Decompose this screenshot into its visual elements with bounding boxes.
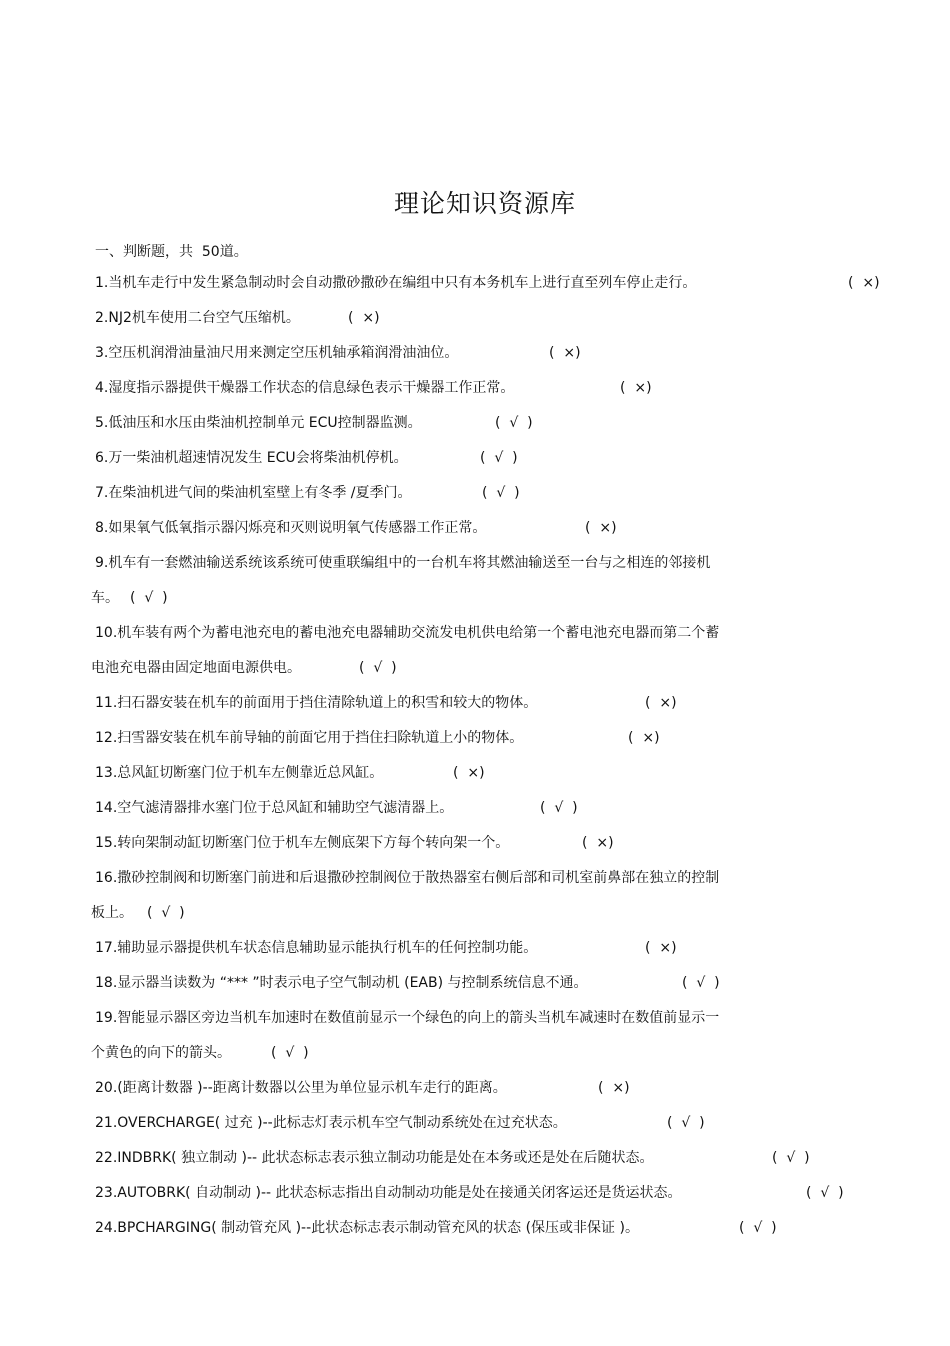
question-text: 16.撒砂控制阀和切断塞门前进和后退撒砂控制阀位于散热器室右侧后部和司机室前鼻部在独立的控制: [95, 870, 720, 886]
question-item: [95, 791, 810, 826]
question-text: 9.机车有一套燃油输送系统该系统可使重联编组中的一台机车将其燃油输送至一台与之相连的邻接机: [95, 555, 711, 571]
question-item: [95, 301, 810, 336]
section-heading: 一、判断题，共 50道。: [95, 244, 248, 260]
question-item: [95, 406, 810, 441]
answer-mark: ( ×): [348, 310, 380, 326]
question-item: [91, 546, 810, 616]
question-text: 3.空压机润滑油量油尺用来测定空压机轴承箱润滑油油位。: [95, 345, 459, 361]
answer-mark: ( √ ): [772, 1150, 810, 1166]
question-item: [95, 371, 810, 406]
page-title: 理论知识资源库: [393, 189, 576, 218]
answer-mark: ( ×): [620, 380, 652, 396]
question-text: 11.扫石器安装在机车的前面用于挡住清除轨道上的积雪和较大的物体。: [95, 695, 538, 711]
question-item: [95, 721, 810, 756]
question-text: 4.湿度指示器提供干燥器工作状态的信息绿色表示干燥器工作正常。: [95, 380, 515, 396]
answer-mark: ( √ ): [495, 415, 533, 431]
answer-mark: ( √ ): [482, 485, 520, 501]
answer-mark: ( √ ): [806, 1185, 844, 1201]
question-item: [95, 826, 810, 861]
answer-mark: ( √ ): [682, 975, 720, 991]
question-item: [91, 861, 810, 931]
question-item: [95, 1141, 810, 1176]
question-text: 1.当机车走行中发生紧急制动时会自动撒砂撒砂在编组中只有本务机车上进行直至列车停止走行。: [95, 275, 697, 291]
question-item: [95, 441, 810, 476]
question-text: 15.转向架制动缸切断塞门位于机车左侧底架下方每个转向架一个。: [95, 835, 510, 851]
question-text: 车。: [91, 590, 119, 606]
question-item: [95, 931, 810, 966]
answer-mark: ( √ ): [667, 1115, 705, 1131]
question-text: 14.空气滤清器排水塞门位于总风缸和辅助空气滤清器上。: [95, 800, 454, 816]
question-item: [95, 1176, 810, 1211]
question-text: 5.低油压和水压由柴油机控制单元 ECU控制器监测。: [95, 415, 422, 431]
answer-mark: ( √ ): [739, 1220, 777, 1236]
question-item: [95, 686, 810, 721]
question-text: 8.如果氧气低氧指示器闪烁亮和灭则说明氧气传感器工作正常。: [95, 520, 487, 536]
question-item: [91, 1001, 810, 1071]
answer-mark: ( √ ): [359, 660, 397, 676]
answer-mark: ( ×): [585, 520, 617, 536]
question-text: 10.机车装有两个为蓄电池充电的蓄电池充电器辅助交流发电机供电给第一个蓄电池充电器而第二个蓄: [95, 625, 720, 641]
answer-mark: ( √ ): [147, 905, 185, 921]
question-text: 18.显示器当读数为 “*** ”时表示电子空气制动机 (EAB) 与控制系统信息不通。: [95, 975, 588, 991]
question-item: [95, 1211, 810, 1246]
answer-mark: ( ×): [645, 940, 677, 956]
question-text: 13.总风缸切断塞门位于机车左侧靠近总风缸。: [95, 765, 384, 781]
answer-mark: ( ×): [582, 835, 614, 851]
question-text: 20.(距离计数器 )--距离计数器以公里为单位显示机车走行的距离。: [95, 1080, 507, 1096]
question-text: 2.NJ2机车使用二台空气压缩机。: [95, 310, 300, 326]
question-item: [95, 1071, 810, 1106]
question-text: 板上。: [91, 905, 133, 921]
question-item: [95, 511, 810, 546]
question-text: 6.万一柴油机超速情况发生 ECU会将柴油机停机。: [95, 450, 408, 466]
answer-mark: ( ×): [598, 1080, 630, 1096]
question-text: 23.AUTOBRK( 自动制动 )-- 此状态标志指出自动制动功能是处在接通关闭客运还是货运状态。: [95, 1185, 682, 1201]
question-item: [91, 616, 810, 686]
answer-mark: ( ×): [549, 345, 581, 361]
answer-mark: ( ×): [848, 275, 880, 291]
question-text: 24.BPCHARGING( 制动管充风 )--此状态标志表示制动管充风的状态 (保压或非保证 )。: [95, 1220, 639, 1236]
answer-mark: ( √ ): [271, 1045, 309, 1061]
question-text: 21.OVERCHARGE( 过充 )--此标志灯表示机车空气制动系统处在过充状态。: [95, 1115, 567, 1131]
answer-mark: ( √ ): [540, 800, 578, 816]
answer-mark: ( ×): [628, 730, 660, 746]
question-text: 22.INDBRK( 独立制动 )-- 此状态标志表示独立制动功能是处在本务或还是处在后随状态。: [95, 1150, 654, 1166]
answer-mark: ( ×): [453, 765, 485, 781]
question-item: [95, 266, 810, 301]
question-text: 19.智能显示器区旁边当机车加速时在数值前显示一个绿色的向上的箭头当机车减速时在数值前显示一: [95, 1010, 720, 1026]
question-item: [95, 476, 810, 511]
question-text: 7.在柴油机进气间的柴油机室壁上有冬季 /夏季门。: [95, 485, 412, 501]
question-text: 个黄色的向下的箭头。: [91, 1045, 231, 1061]
question-text: 17.辅助显示器提供机车状态信息辅助显示能执行机车的任何控制功能。: [95, 940, 538, 956]
question-item: [95, 336, 810, 371]
answer-mark: ( ×): [645, 695, 677, 711]
question-text: 12.扫雪器安装在机车前导轴的前面它用于挡住扫除轨道上小的物体。: [95, 730, 524, 746]
answer-mark: ( √ ): [480, 450, 518, 466]
answer-mark: ( √ ): [130, 590, 168, 606]
question-text: 电池充电器由固定地面电源供电。: [91, 660, 301, 676]
